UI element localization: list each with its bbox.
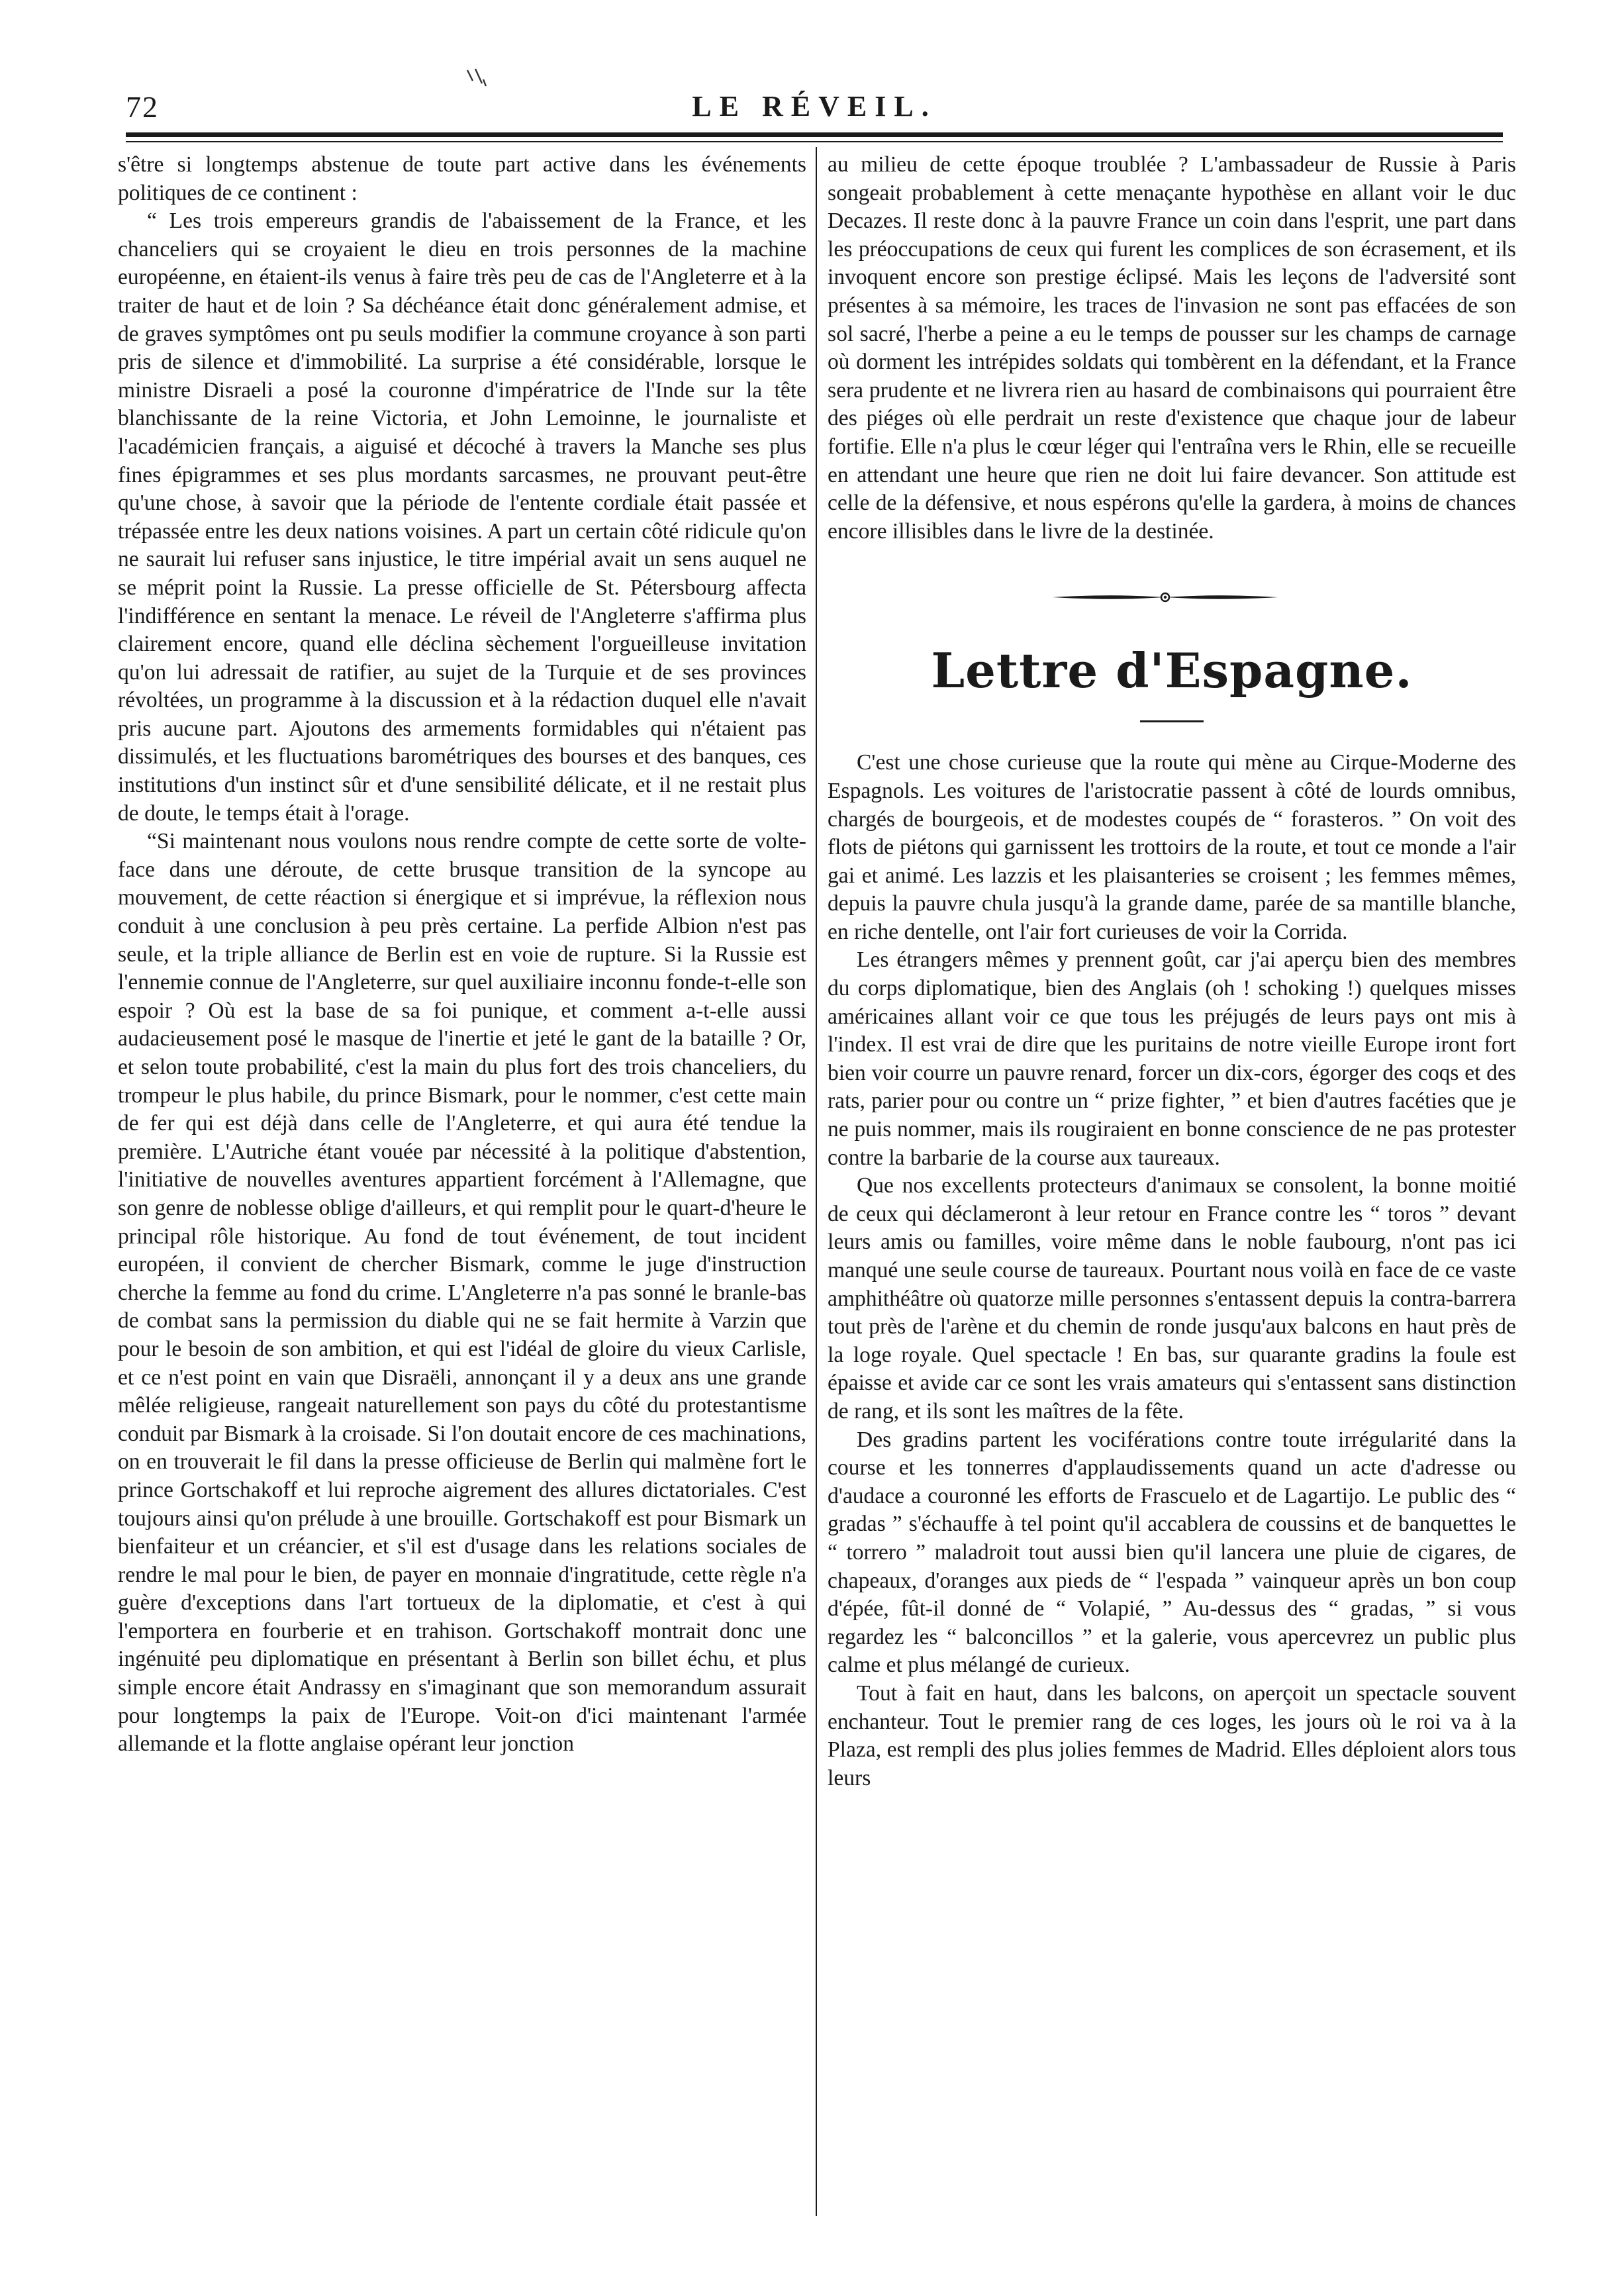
paragraph: au milieu de cette époque troublée ? L'ambassadeur de Russie à Paris songeait probablement à cette menaçante hypothèse en allant voir le duc Decazes. Il reste donc à la pauvre France un coin dans l'esprit, une part dans les préoccupations de ceux qui furent les complices de son écrasement, et ils invoquent encore son prestige éclipsé. Mais les leçons de l'adversité sont présentes à sa mémoire, les traces de l'invasion ne sont pas effacées de son sol sacré, l'herbe a peine a eu le temps de pousser sur les champs de carnage où dorment les intrépides soldats qui tombèrent en la défendant, et la France sera prudente et ne livrera rien au hasard de combinaisons qui pourraient être des piéges où elle perdrait un reste d'existence que chaque jour de labeur fortifie. Elle n'a plus le cœur léger qui l'entraîna vers le Rhin, elle se recueille en attendant une heure que rien ne doit lui faire devancer. Son attitude est celle de la défensive, et nous espérons qu'elle la gardera, à moins de chances encore illisibles dans le livre de la destinée. (828, 152, 1516, 544)
column-divider (816, 147, 817, 2216)
title-underline (1140, 720, 1204, 722)
section-title: Lettre d'Espagne. (931, 642, 1413, 699)
paragraph: C'est une chose curieuse que la route qui mène au Cirque-Moderne des Espagnols. Les voitures de l'aristocratie passent à côté de lourds omnibus, chargés de bourgeois, et de modestes coupés de “ forasteros. ” On voit des flots de piétons qui garnissent les trottoirs de la route, et tout ce monde a l'air gai et animé. Les lazzis et les plaisanteries se croisent ; les femmes mêmes, depuis la pauvre chula jusqu'à la grande dame, parée de sa mantille blanche, en riche dentelle, ont l'air fort curieuses de voir la Corrida. (828, 750, 1516, 944)
paragraph: “ Les trois empereurs grandis de l'abaissement de la France, et les chanceliers qui se croyaient le dieu en trois personnes de la machine européenne, en étaient-ils venus à faire très peu de cas de l'Angleterre et à la traiter de haut et de loin ? Sa déchéance était donc généralement admise, et de graves symptômes ont pu seuls modifier la commune croyance à son parti pris de silence et d'immobilité. La surprise a été considérable, lorsque le ministre Disraeli a posé la couronne d'impératrice de l'Inde sur la tête blanchissante de la reine Victoria, et John Lemoinne, le journaliste et l'académicien français, a aiguisé et décoché à travers la Manche ses plus fines épigrammes et ses plus mordants sarcasmes, ne prouvant peut-être qu'une chose, à savoir que la période de l'entente cordiale était passée et trépassée entre les deux nations voisines. A part un certain côté ridicule qu'on ne saurait lui refuser sans injustice, le titre impérial avait un sens auquel ne se méprit point la Russie. La presse officielle de St. Pétersbourg affecta l'indifférence en sentant la menace. Le réveil de l'Angleterre s'affirma plus clairement encore, quand elle déclina sèchement l'orgueilleuse invitation qu'on lui adressait de ratifier, au sujet de la Turquie et de ses provinces révoltées, un programme à la discussion et à la rédaction duquel elle n'avait pris aucune part. Ajoutons des armements formidables qui n'étaient pas dissimulés, et les fluctuations barométriques des bourses et des banques, ces institutions d'un instinct sûr et d'une sensibilité délicate, et il ne restait plus de doute, le temps était à l'orage. (118, 209, 806, 826)
paragraph: Des gradins partent les vociférations contre toute irrégularité dans la course et les tonnerres d'applaudissements quand un acte d'adresse ou d'audace a couronné les efforts de Frascuelo et de Lagartijo. Le public des “ gradas ” s'échauffe à tel point qu'il accablera de coussins et de banquettes le “ torrero ” maladroit tout aussi bien qu'il lancera une pluie de cigares, de chapeaux, d'oranges aux pieds de “ l'espada ” vainqueur après un bon coup d'épée, fût-il donné de “ Volapié, ” Au-dessus des “ gradas, ” si vous regardez les “ balconcillos ” et la galerie, vous apercevrez un public plus calme et plus mélangé de curieux. (828, 1427, 1516, 1678)
paragraph: Tout à fait en haut, dans les balcons, on aperçoit un spectacle souvent enchanteur. Tout le premier rang de ces loges, les jours où le roi va à la Plaza, est rempli des plus jolies femmes de Madrid. Elles déploient alors tous leurs (828, 1680, 1516, 1790)
paragraph: Les étrangers mêmes y prennent goût, car j'ai aperçu bien des membres du corps diplomatique, bien des Anglais (oh ! schoking !) quelques misses américaines allant voir ce que tous les préjugés de leurs pays ont mis à l'index. Il est vrai de dire que les puritains de notre vieille Europe iront fort bien voir courre un pauvre renard, forcer un dix-cors, égorger des coqs et des rats, parier pour ou contre un “ prize fighter, ” et bien d'autres facéties que je ne puis nommer, mais ils rougiraient en bonne conscience de ne pas protester contre la barbarie de la course aux taureaux. (828, 947, 1516, 1170)
ornament-icon (1053, 591, 1278, 604)
header-rule-thin (126, 141, 1503, 142)
paragraph: Que nos excellents protecteurs d'animaux se consolent, la bonne moitié de ceux qui déclameront à leur retour en France contre les “ toros ” devant leurs amis ou familles, voire même dans le noble faubourg, n'ont pas ici manqué une seule course de taureaux. Pourtant nous voilà en face de ce vaste amphithéâtre où quatorze mille personnes s'entassent depuis la contra-barrera tout près de l'arène et du chemin de ronde jusqu'aux balcons en haut près de la loge royale. Quel spectacle ! En bas, sur quarante gradins la foule est épaisse et avide car ce sont les vrais amateurs qui s'entassent sans distinction de rang, et ils sont les maîtres de la fête. (828, 1173, 1516, 1424)
page-number: 72 (126, 90, 159, 124)
header-rule-thick (126, 132, 1503, 137)
right-column (828, 151, 1516, 2217)
left-column (118, 151, 806, 2217)
ornament-divider (828, 584, 1516, 610)
paragraph: “Si maintenant nous voulons nous rendre compte de cette sorte de volte-face dans une déroute, de cette brusque transition de la syncope au mouvement, de cette réaction si énergique et si imprévue, la réflexion nous conduit à une conclusion à peu près certaine. La perfide Albion n'est pas seule, et la triple alliance de Berlin est en voie de rupture. Si la Russie est l'ennemie connue de l'Angleterre, sur quel auxiliaire inconnu fonde-t-elle son espoir ? Où est la base de sa foi punique, et comment a-t-elle aussi audacieusement posé le masque de l'inertie et jeté le gant de la bataille ? Or, et selon toute probabilité, c'est la main du plus fort des trois chanceliers, du trompeur le plus habile, du prince Bismark, pour le nommer, c'est cette main de fer qui est déjà dans celle de l'Angleterre, et qui aura été tendue la première. L'Autriche étant vouée par nécessité à la politique d'abstention, l'initiative de nouvelles aventures appartient forcément à l'Allemagne, que son genre de noblesse oblige d'ailleurs, et qui remplit pour le quart-d'heure le principal rôle historique. Au fond de tout événement, de tout incident européen, il convient de chercher Bismark, comme le juge d'instruction cherche la femme au fond du crime. L'Angleterre n'a pas sonné le branle-bas de combat sans la permission du diable qui ne se fait hermite à Varzin que pour le besoin de son ambition, et qui est l'idéal de gloire du vieux Carlisle, et ce n'est point en vain que Disraëli, annonçant il y a deux ans une grande mêlée religieuse, rangeait naturellement son pays du côté du protestantisme conduit par Bismark à la croisade. Si l'on doutait encore de ces machinations, on en trouverait le fil dans la presse officieuse de Berlin qui malmène fort le prince Gortschakoff et lui reproche aigrement des allures dictatoriales. C'est toujours ainsi qu'on prélude à une brouille. Gortschakoff est pour Bismark un bienfaiteur et un créancier, et s'il est d'usage dans les relations sociales de rendre le mal pour le bien, de payer en monnaie d'ingratitude, cette règle n'a guère d'exceptions dans l'art tortueux de la diplomatie, et c'est à qui l'emportera en fourberie et en trahison. Gortschakoff montrait donc une ingénuité peu diplomatique en présentant à Berlin son billet échu, et plus simple encore était Andrassy en s'imaginant que son memorandum assurait pour longtemps la paix de l'Europe. Voit-on d'ici maintenant l'armée allemande et la flotte anglaise opérant leur jonction (118, 829, 806, 1757)
paragraph: s'être si longtemps abstenue de toute part active dans les événements politiques de ce continent : (118, 152, 806, 205)
page-header (126, 83, 1503, 136)
journal-title: LE RÉVEIL. (692, 90, 937, 122)
